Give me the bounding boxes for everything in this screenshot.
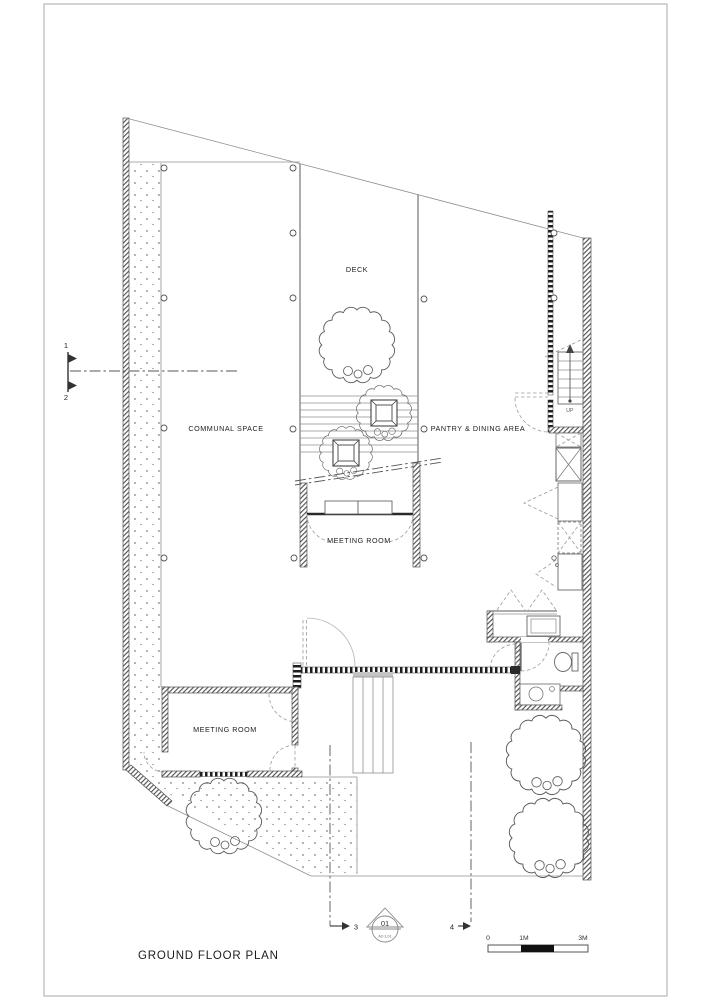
lower-meeting-bottom-wall-b [247, 771, 302, 777]
scale-label-3m: 3M [578, 935, 588, 942]
section-arrow-1 [68, 354, 77, 363]
upper-meeting-wall-left [300, 483, 307, 567]
door-arc-bathroom [521, 643, 549, 671]
boundary-wall-left [123, 118, 129, 770]
pantry-dining-label: PANTRY & DINING AREA [430, 424, 526, 433]
lower-yard-stipple [126, 687, 357, 874]
boundary-wall-right [583, 238, 591, 880]
stair-arrow-head [566, 344, 574, 353]
upper-meeting-room [300, 463, 420, 567]
section-label-1: 1 [63, 341, 69, 350]
ground-floor-plan-title: GROUND FLOOR PLAN [138, 950, 279, 962]
stair-outline [558, 352, 583, 404]
cabinet-counter [558, 483, 582, 521]
main-stairs [353, 672, 393, 773]
door-arc-entry [307, 618, 355, 666]
wall-under-stair [549, 427, 583, 433]
meeting-room-lower-label: MEETING ROOM [193, 725, 257, 734]
section-label-3: 3 [353, 922, 359, 932]
scale-label-1m: 1M [519, 935, 529, 942]
yard-tree-east-2 [509, 798, 588, 877]
marker-sheet-ref: A2-1.01 [378, 934, 392, 939]
section-arrow-3 [342, 922, 350, 930]
double-door-leaf-left [497, 590, 525, 610]
communal-space-label: COMMUNAL SPACE [188, 424, 264, 433]
cabinet-door-swing-1 [524, 487, 558, 519]
section-label-2: 2 [63, 393, 69, 402]
lower-meeting-left-wall [162, 687, 168, 752]
glazed-wall-east [548, 211, 553, 395]
east-wing [515, 211, 587, 590]
stair-landing-edge [353, 672, 393, 677]
bathroom-door-opening [521, 637, 548, 642]
scale-bar-fill [521, 945, 554, 952]
boundary-line-top-diagonal [126, 118, 583, 238]
door-knob-2 [556, 564, 559, 567]
planter-box-1 [371, 400, 397, 426]
meeting-room-upper-label: MEETING ROOM [327, 536, 391, 545]
planting-strip [129, 163, 161, 687]
scale-label-0: 0 [486, 935, 490, 942]
lower-meeting-right-wall [292, 687, 298, 745]
wall-end-block [511, 666, 520, 674]
toilet-tank [572, 653, 578, 671]
glazed-wall-south [297, 667, 520, 673]
glazed-wall-jog [293, 663, 301, 688]
meeting-table-2 [358, 501, 392, 514]
meeting-table-1 [325, 501, 358, 514]
planter-box-2 [333, 440, 359, 466]
pantry-cabinets [524, 433, 582, 590]
south-glazed-wall [293, 618, 520, 688]
scale-bar [486, 935, 588, 952]
section-line-4 [450, 742, 471, 932]
toilet-bowl [555, 653, 572, 672]
yard-tree-east-1 [506, 715, 585, 794]
deck-tree [319, 307, 394, 382]
door-arc-lower-meeting [270, 745, 295, 770]
drawing-title-marker [367, 908, 403, 942]
stairs-up-label: UP [566, 408, 574, 414]
door-knob-1 [552, 556, 556, 560]
section-arrow-2 [68, 381, 77, 390]
double-door-leaf-right [528, 590, 556, 610]
cabinet-4 [558, 554, 582, 590]
section-label-4: 4 [449, 922, 455, 932]
cabinet-door-swing-2 [536, 560, 556, 587]
service-block [487, 590, 583, 710]
stair-start-dot [568, 399, 571, 402]
upper-meeting-wall-right [413, 463, 420, 567]
bathroom-bottom-wall [515, 705, 562, 710]
lower-meeting-top-wall [162, 687, 298, 693]
lower-meeting-sliding-doors [200, 772, 247, 777]
lower-meeting-bottom-wall-a [162, 771, 200, 777]
marker-number: 01 [380, 919, 390, 928]
deck-label: DECK [345, 265, 369, 274]
section-arrow-4 [463, 922, 471, 930]
